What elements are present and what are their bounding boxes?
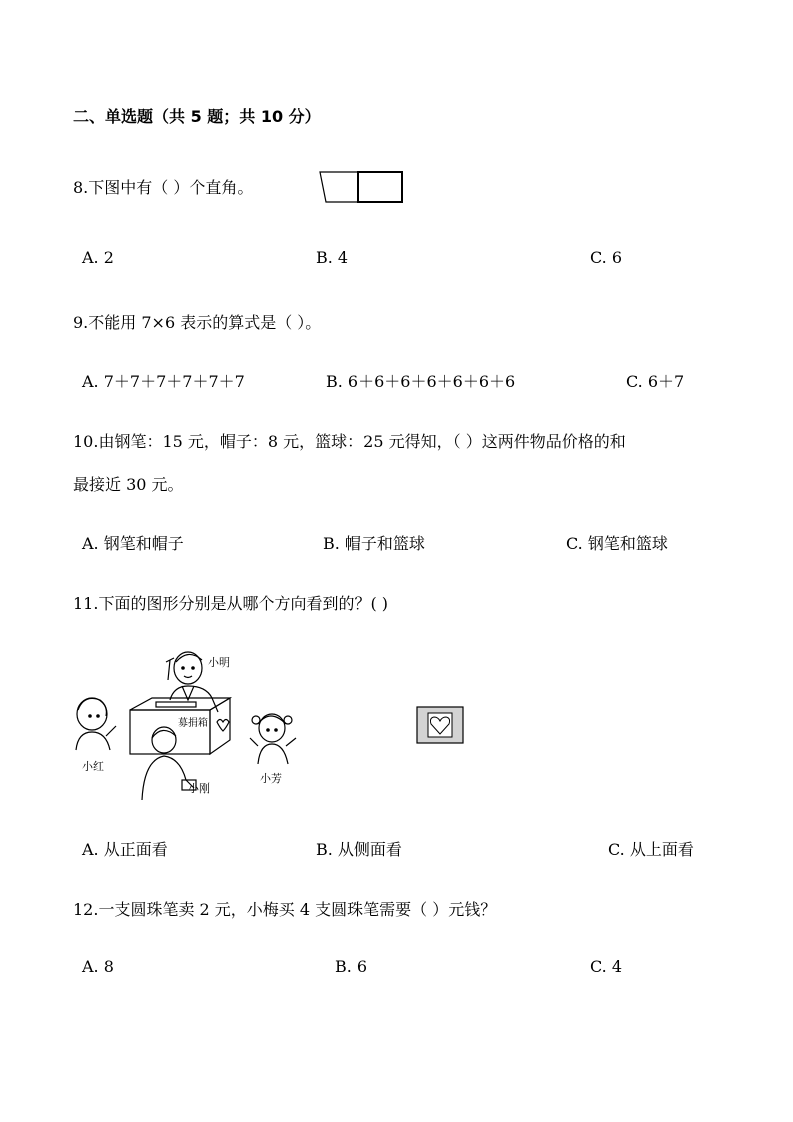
question-11-option-c[interactable]: C. 从上面看	[608, 840, 694, 859]
question-8-stem: 8.下图中有（ ）个直角。	[73, 178, 254, 197]
question-8-option-b[interactable]: B. 4	[316, 248, 349, 267]
girl-right-figure	[250, 714, 296, 764]
question-8-option-c[interactable]: C. 6	[590, 248, 623, 267]
label-xiaofang: 小芳	[260, 772, 282, 785]
section-title: 二、单选题（共 5 题；共 10 分）	[73, 107, 321, 126]
question-9-option-b[interactable]: B. 6＋6＋6＋6＋6＋6＋6	[326, 372, 516, 391]
label-xiaohong: 小红	[82, 760, 104, 773]
question-10-option-c[interactable]: C. 钢笔和篮球	[566, 534, 668, 553]
question-11-option-a[interactable]: A. 从正面看	[82, 840, 168, 859]
question-9-option-c[interactable]: C. 6＋7	[626, 372, 685, 391]
question-11-scene-illustration	[70, 640, 320, 805]
question-10-stem-line1: 10.由钢笔：15 元，帽子：8 元，篮球：25 元得知，（ ）这两件物品价格的和	[73, 432, 626, 451]
question-10-option-b[interactable]: B. 帽子和篮球	[323, 534, 425, 553]
label-xiaoming: 小明	[208, 656, 230, 669]
question-12-option-a[interactable]: A. 8	[82, 957, 114, 976]
question-10-option-a[interactable]: A. 钢笔和帽子	[82, 534, 184, 553]
question-11-option-b[interactable]: B. 从侧面看	[316, 840, 402, 859]
question-8-option-a[interactable]: A. 2	[82, 248, 114, 267]
question-11-view-shape	[416, 706, 464, 744]
question-9-option-a[interactable]: A. 7＋7＋7＋7＋7＋7	[82, 372, 245, 391]
question-12-option-c[interactable]: C. 4	[590, 957, 623, 976]
question-9-stem: 9.不能用 7×6 表示的算式是（ ）。	[73, 313, 322, 332]
question-12-option-b[interactable]: B. 6	[335, 957, 368, 976]
question-12-stem: 12.一支圆珠笔卖 2 元，小梅买 4 支圆珠笔需要（ ）元钱？	[73, 900, 497, 919]
question-11-stem: 11.下面的图形分别是从哪个方向看到的？( )	[73, 594, 389, 613]
question-8-figure	[320, 170, 404, 206]
girl-left-figure	[76, 698, 116, 750]
label-box: 募捐箱	[178, 718, 208, 729]
label-xiaogang: 小刚	[188, 782, 210, 795]
question-10-stem-line2: 最接近 30 元。	[73, 475, 184, 494]
